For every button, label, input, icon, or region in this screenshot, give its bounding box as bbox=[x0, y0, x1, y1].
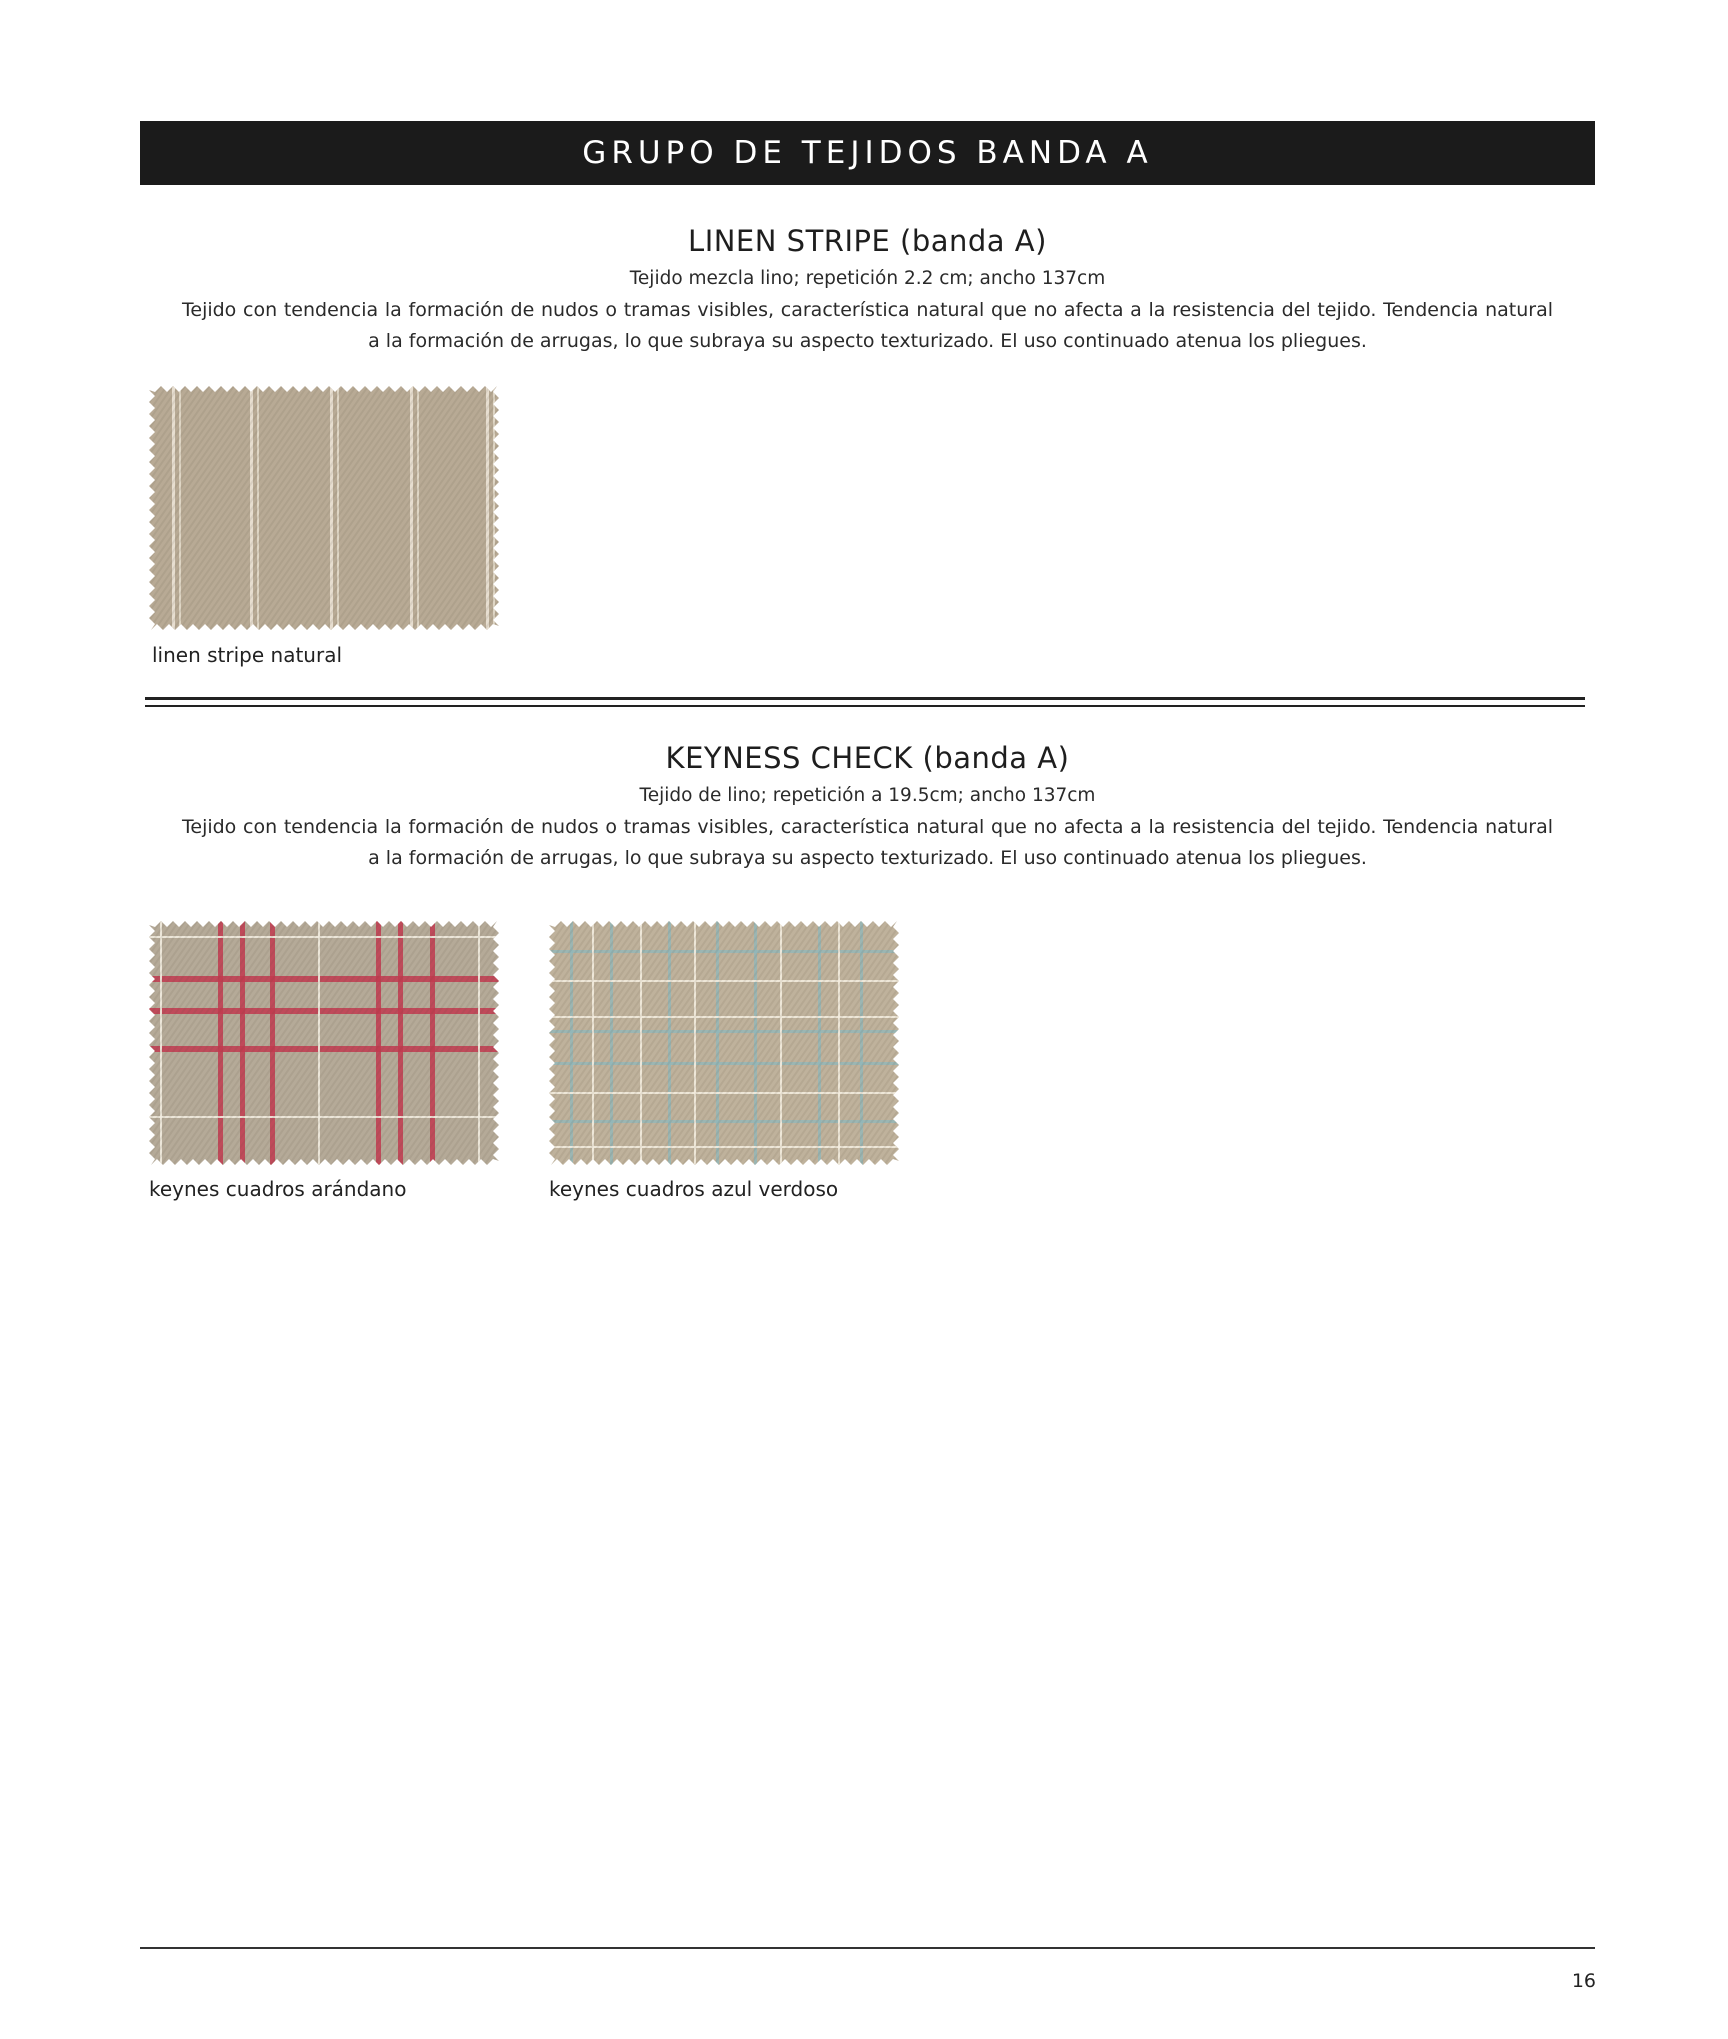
fabric-specs: Tejido de lino; repetición a 19.5cm; ancho 137cm bbox=[639, 785, 1096, 806]
banner-title: GRUPO DE TEJIDOS BANDA A bbox=[582, 135, 1153, 171]
footer-rule bbox=[140, 1947, 1595, 1949]
fabric-specs: Tejido mezcla lino; repetición 2.2 cm; ancho 137cm bbox=[629, 268, 1106, 289]
section-banner bbox=[140, 121, 1595, 185]
fabric-swatch bbox=[148, 920, 500, 1166]
swatch-label: keynes cuadros arándano bbox=[149, 1177, 407, 1201]
fabric-section-keyness-check bbox=[140, 741, 1595, 874]
swatch-label: keynes cuadros azul verdoso bbox=[549, 1177, 839, 1201]
fabric-title: KEYNESS CHECK (banda A) bbox=[665, 741, 1070, 775]
fabric-title: LINEN STRIPE (banda A) bbox=[688, 224, 1047, 258]
fabric-swatch bbox=[548, 920, 900, 1166]
swatch-label: linen stripe natural bbox=[152, 643, 343, 667]
fabric-swatch-image bbox=[148, 385, 500, 631]
fabric-swatch bbox=[148, 385, 500, 631]
fabric-description: Tejido con tendencia la formación de nudos o tramas visibles, característica natural que no afecta a la resistencia del tejido. Tendencia natural a la formación de arrugas, lo que subraya su aspecto texturizado. El uso continuado atenua los pliegues. bbox=[182, 299, 1553, 352]
fabric-description: Tejido con tendencia la formación de nudos o tramas visibles, característica natural que no afecta a la resistencia del tejido. Tendencia natural a la formación de arrugas, lo que subraya su aspecto texturizado. El uso continuado atenua los pliegues. bbox=[182, 816, 1553, 869]
fabric-swatch-image bbox=[148, 920, 500, 1166]
fabric-swatch-image bbox=[548, 920, 900, 1166]
page-number: 16 bbox=[1571, 1970, 1596, 1992]
section-divider bbox=[145, 697, 1585, 707]
fabric-section-linen-stripe bbox=[140, 224, 1595, 357]
